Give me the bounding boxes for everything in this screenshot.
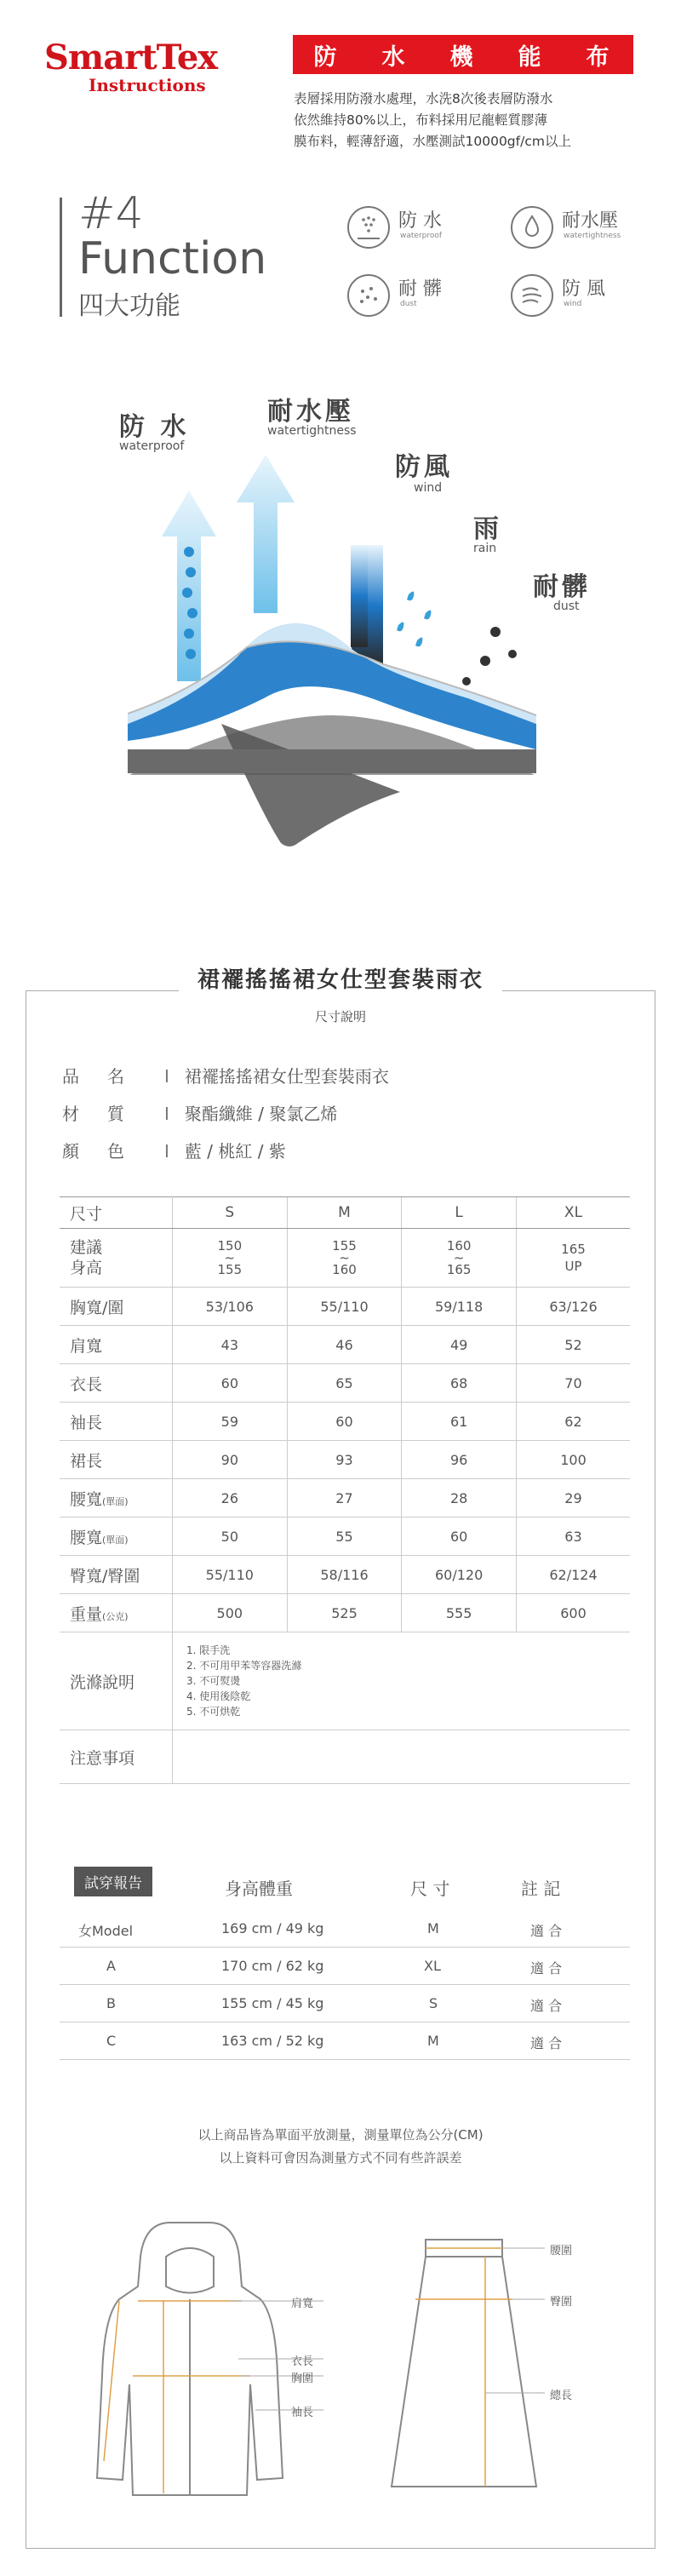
wash-item: 5. 不可烘乾 [186,1706,241,1718]
fabric-membrane [128,749,536,773]
info-name [62,1063,389,1087]
size-row [60,1403,630,1441]
feature-watertightness [511,203,647,254]
size-cell: 500 [173,1594,288,1632]
measure-label-length: 衣長 [291,2355,314,2368]
size-row [60,1288,630,1326]
size-cell: 26 [173,1479,288,1517]
size-row-label: 袖長 [60,1403,173,1441]
size-cell: 62 [516,1403,630,1441]
report-who: C [106,2033,117,2049]
size-header-cell: XL [516,1197,630,1229]
diagram-label-wind-en: wind [414,481,443,495]
size-cell: 53/106 [173,1288,288,1326]
report-row [60,2022,630,2060]
size-cell: 62/124 [516,1556,630,1594]
measure-label-waist: 腰圍 [550,2245,573,2258]
wash-item: 3. 不可熨燙 [186,1675,241,1687]
size-row [60,1479,630,1517]
measure-label-total: 總長 [550,2390,573,2402]
diagram-label-watertightness: 耐水壓 [267,397,354,427]
banner-char: 機 [449,43,477,71]
size-cell: 27 [287,1479,402,1517]
report-header-note: 註 記 [521,1879,561,1899]
banner-char: 水 [381,43,409,71]
height-value: 165 [446,1262,472,1277]
info-value: 聚酯纖維 / 聚氯乙烯 [184,1104,338,1124]
size-row [60,1364,630,1403]
diagram-label-watertightness-en: watertightness [267,424,357,438]
size-cell: 60 [173,1364,288,1403]
diagram-label-rain-en: rain [473,542,497,555]
feature-label-en: watertightness [564,232,621,240]
wind-icon [511,274,553,317]
size-cell: 60/120 [402,1556,517,1594]
size-cell: 58/116 [287,1556,402,1594]
skirt-label-leaders [485,2248,545,2393]
measure-label-shoulder: 肩寬 [291,2298,314,2310]
banner-char: 防 [313,43,340,71]
size-cell: 555 [402,1594,517,1632]
size-row-note: (單面) [102,1534,129,1546]
height-value: 160 [332,1262,357,1277]
desc-line: 膜布料，輕薄舒適，水壓測試10000gf/cm以上 [294,134,571,149]
size-row-label: 臀寬/臀圍 [60,1556,173,1594]
size-row-label: 腰寬 [70,1528,103,1547]
size-row [60,1441,630,1479]
size-cell: 70 [516,1364,630,1403]
report-who: B [106,1995,116,2011]
report-note: 適 合 [530,2035,563,2051]
info-material [62,1100,337,1125]
banner-char: 能 [518,43,545,71]
function-title: Function [78,233,267,284]
wash-row [60,1632,630,1730]
skirt-drawing [392,2240,536,2487]
report-who: 女Model [78,1923,134,1939]
info-key: 品名 [62,1066,152,1087]
report-size: M [427,2033,439,2049]
size-cell: 600 [516,1594,630,1632]
info-sep: I [164,1104,169,1124]
size-cell: 90 [173,1441,288,1479]
diagram-label-dust: 耐髒 [533,572,591,602]
info-value: 裙襬搖搖裙女仕型套裝雨衣 [184,1066,389,1087]
report-note: 適 合 [530,1998,563,2014]
info-color [62,1138,286,1162]
report-row [60,1984,630,2022]
size-header-row [60,1197,630,1229]
height-row [60,1229,630,1288]
product-title [0,962,681,994]
info-sep: I [164,1141,169,1162]
size-cell: 525 [287,1594,402,1632]
feature-label-en: wind [564,300,582,308]
measurement-diagrams [85,2206,630,2529]
feature-label: 耐水壓 [562,210,619,232]
size-cell: 63 [516,1517,630,1556]
feature-label-en: waterproof [400,232,443,240]
function-divider [60,198,62,317]
height-value: UP [564,1259,582,1274]
height-value: 155 [217,1262,243,1277]
dust-particles [462,627,517,686]
report-body: 169 cm / 49 kg [221,1920,324,1936]
size-header-label: 尺寸 [60,1197,173,1229]
measure-label-hip: 臀圍 [550,2296,573,2309]
desc-line: 表層採用防潑水處理，水洗8次後表層防潑水 [294,91,553,106]
skirt-measure-lines [415,2248,512,2487]
size-cell: 60 [402,1517,517,1556]
size-row-label: 肩寬 [60,1326,173,1364]
size-cell: 29 [516,1479,630,1517]
desc-line: 依然維持80%以上，布料採用尼龍輕質膠薄 [294,112,547,128]
diagram-label-rain: 雨 [473,514,502,544]
watertightness-icon [511,206,553,249]
size-cell: 96 [402,1441,517,1479]
height-value: 160 [446,1238,472,1254]
report-size: M [427,1920,439,1936]
size-row-label: 衣長 [60,1364,173,1403]
report-size: XL [424,1958,441,1974]
fabric-layer-diagram [128,443,570,852]
diagram-label-wind: 防風 [395,452,453,482]
size-cell: 100 [516,1441,630,1479]
notice-content [173,1730,631,1784]
report-who: A [106,1958,116,1974]
size-subtitle: 尺寸說明 [314,1009,366,1024]
report-row [60,1947,630,1985]
note-line: 以上商品皆為單面平放測量，測量單位為公分(CM) [197,2127,484,2143]
size-row-note: (公克) [102,1610,129,1622]
wash-item: 1. 限手洗 [186,1644,231,1656]
brand-logo: SmartTex [44,37,218,77]
size-cell: 50 [173,1517,288,1556]
feature-label-en: dust [400,300,417,308]
size-cell: 61 [402,1403,517,1441]
wash-label: 洗滌說明 [60,1632,173,1730]
info-value: 藍 / 桃紅 / 紫 [184,1141,286,1162]
size-row [60,1517,630,1556]
size-header-cell: M [287,1197,402,1229]
size-cell: 93 [287,1441,402,1479]
feature-dust [347,271,484,322]
watertightness-arrow [237,455,295,613]
report-header-size: 尺 寸 [410,1879,450,1899]
report-body: 163 cm / 52 kg [221,2033,324,2049]
measure-notes [0,2124,681,2170]
size-cell: 43 [173,1326,288,1364]
size-cell: 59 [173,1403,288,1441]
size-row-note: (單面) [102,1495,129,1507]
height-label: 建議 身高 [60,1229,173,1288]
product-banner [293,35,633,74]
jacket-measure-lines [104,2301,250,2493]
measure-label-chest: 胸圍 [291,2372,314,2385]
report-tag: 試穿報告 [74,1867,152,1896]
info-key: 顏色 [62,1141,152,1162]
size-row [60,1556,630,1594]
report-body: 155 cm / 45 kg [221,1995,324,2011]
size-cell: 59/118 [402,1288,517,1326]
diagram-label-waterproof: 防 水 [119,412,190,442]
height-tilde: ~ [339,1250,350,1265]
waterproof-icon [347,206,390,249]
size-header-cell: S [173,1197,288,1229]
product-title-text: 裙襬搖搖裙女仕型套裝雨衣 [179,967,502,993]
size-header-cell: L [402,1197,517,1229]
size-row [60,1326,630,1364]
banner-char: 布 [586,43,613,71]
height-value: 150 [217,1238,243,1254]
size-cell: 28 [402,1479,517,1517]
size-row-label: 裙長 [60,1441,173,1479]
function-title-zh: 四大功能 [78,291,180,321]
rain-drops [397,591,431,646]
dust-icon [347,274,390,317]
wash-item: 4. 使用後陰乾 [186,1690,251,1702]
size-cell: 46 [287,1326,402,1364]
wash-instructions [173,1632,631,1730]
size-table [60,1196,630,1784]
report-note: 適 合 [530,1960,563,1976]
feature-wind [511,271,647,322]
height-tilde: ~ [453,1250,465,1265]
report-header-body: 身高體重 [225,1879,293,1899]
info-sep: I [164,1066,169,1087]
size-cell: 65 [287,1364,402,1403]
note-line: 以上資料可會因為測量方式不同有些許誤差 [219,2150,462,2166]
function-number: #4 [78,188,144,239]
wash-item: 2. 不可用甲苯等容器洗滌 [186,1660,302,1672]
size-cell: 55/110 [173,1556,288,1594]
size-row-label: 胸寬/圍 [60,1288,173,1326]
height-value: 155 [332,1238,357,1254]
brand-subtitle: Instructions [89,75,206,95]
size-cell: 63/126 [516,1288,630,1326]
feature-label: 耐 髒 [398,278,442,300]
report-body: 170 cm / 62 kg [221,1958,324,1974]
notice-label: 注意事項 [60,1730,173,1784]
feature-label: 防 風 [562,278,605,300]
height-value: 165 [561,1242,586,1257]
size-row [60,1594,630,1632]
size-cell: 55/110 [287,1288,402,1326]
report-size: S [429,1995,438,2011]
feature-waterproof [347,203,484,254]
size-cell: 55 [287,1517,402,1556]
diagram-label-waterproof-en: waterproof [119,439,185,453]
fabric-description [294,89,651,152]
diagram-label-dust-en: dust [553,600,580,613]
info-key: 材質 [62,1104,152,1124]
size-cell: 60 [287,1403,402,1441]
height-tilde: ~ [224,1250,236,1265]
size-row-label: 重量 [70,1604,103,1624]
measure-label-sleeve: 袖長 [291,2407,314,2419]
size-cell: 52 [516,1326,630,1364]
size-cell: 49 [402,1326,517,1364]
size-cell: 68 [402,1364,517,1403]
report-note: 適 合 [530,1923,563,1939]
size-row-label: 腰寬 [70,1489,103,1509]
feature-label: 防 水 [398,210,442,232]
notice-row [60,1730,630,1784]
report-row [60,1909,630,1948]
